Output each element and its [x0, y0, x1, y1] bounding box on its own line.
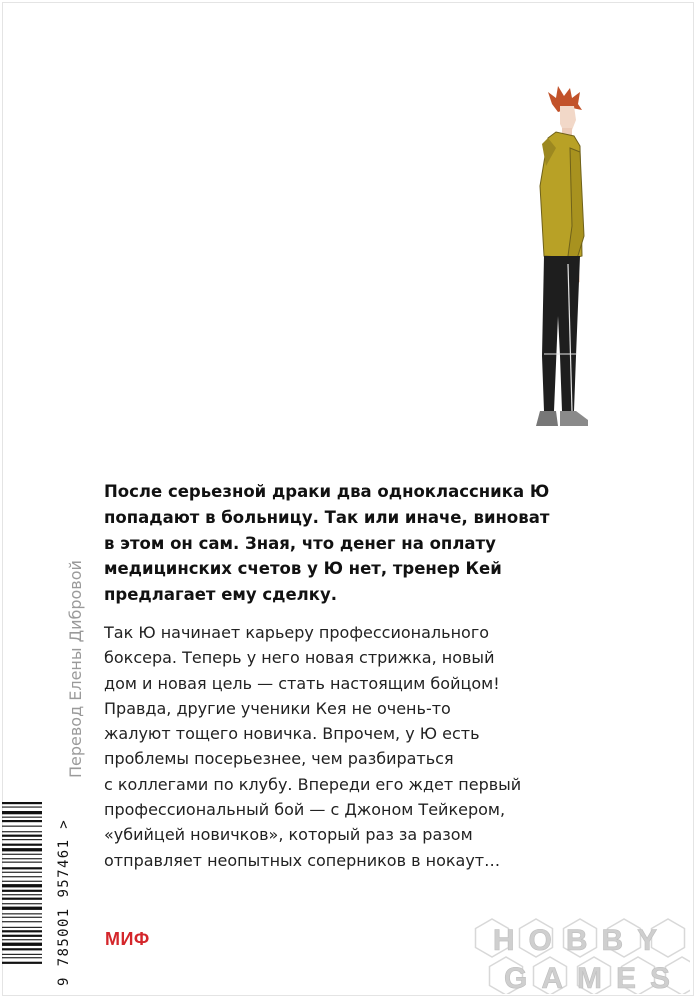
- blurb-lead-line: в этом он сам. Зная, что денег на оплату: [104, 533, 496, 553]
- barcode-bar: [2, 854, 42, 855]
- barcode-bar: [2, 921, 42, 922]
- blurb-body-line: отправляет неопытных соперников в нокаут…: [104, 850, 501, 870]
- barcode-bar: [2, 954, 42, 955]
- barcode-bar: [2, 939, 42, 940]
- barcode-bar: [2, 876, 42, 877]
- blurb-lead-line: попадают в больницу. Так или иначе, виноват: [104, 507, 550, 527]
- barcode-bar: [2, 817, 42, 818]
- barcode-bar: [2, 831, 42, 832]
- barcode-bar: [2, 881, 42, 882]
- barcode-bar: [2, 862, 42, 863]
- publisher-logo: МИФ: [105, 929, 150, 949]
- barcode-bar: [2, 884, 42, 887]
- barcode-bar: [2, 894, 42, 895]
- hobby-games-watermark: [470, 918, 690, 994]
- isbn-digits: 9 785001 957461 >: [56, 818, 72, 986]
- barcode-bar: [2, 957, 42, 958]
- barcode-bar: [2, 807, 42, 808]
- barcode-bar: [2, 867, 42, 869]
- blurb-body-line: профессиональный бой — с Джоном Тейкером,: [104, 800, 506, 820]
- watermark-line1: HOBBY: [492, 924, 672, 957]
- barcode-bar: [2, 930, 42, 932]
- blurb-body-line: Правда, другие ученики Кея не очень-то: [104, 698, 451, 718]
- barcode-bar: [2, 943, 42, 946]
- barcode-bar: [2, 811, 42, 814]
- blurb-body-line: боксера. Теперь у него новая стрижка, новый: [104, 648, 495, 668]
- watermark-line2: GAMES: [503, 962, 685, 994]
- character-illustration: [522, 86, 612, 431]
- barcode-bar: [2, 858, 42, 859]
- blurb-lead: [104, 479, 550, 608]
- translator-credit: Перевод Елены Дибровой: [66, 560, 85, 778]
- barcode-bar: [2, 903, 42, 904]
- blurb-body-line: «убийцей новичков», который раз за разом: [104, 825, 473, 845]
- barcode-bar: [2, 839, 42, 840]
- barcode-bar: [2, 935, 42, 937]
- blurb-lead-line: предлагает ему сделку.: [104, 585, 337, 605]
- isbn-barcode: [2, 800, 42, 990]
- blurb-lead-line: медицинских счетов у Ю нет, тренер Кей: [104, 559, 502, 579]
- barcode-bar: [2, 913, 42, 914]
- barcode-bar: [2, 890, 42, 892]
- barcode-bar: [2, 898, 42, 900]
- barcode-bar: [2, 820, 42, 822]
- blurb-body-line: с коллегами по клубу. Впереди его ждет первый: [104, 774, 522, 794]
- barcode-bar: [2, 872, 42, 873]
- blurb-body: [104, 620, 522, 873]
- barcode-bar: [2, 835, 42, 837]
- barcode-bar: [2, 917, 42, 918]
- blurb-body-line: проблемы посерьезнее, чем разбираться: [104, 749, 454, 769]
- barcode-bar: [2, 802, 42, 804]
- barcode-bar: [2, 907, 42, 910]
- barcode-bar: [2, 844, 42, 846]
- barcode-bar: [2, 948, 42, 950]
- back-cover-blurb: [104, 479, 550, 873]
- blurb-body-line: жалуют тощего новичка. Впрочем, у Ю есть: [104, 724, 480, 744]
- barcode-bar: [2, 927, 42, 928]
- blurb-body-line: Так Ю начинает карьеру профессионального: [104, 622, 490, 642]
- barcode-bar: [2, 826, 42, 827]
- blurb-body-line: дом и новая цель — стать настоящим бойцом!: [104, 673, 500, 693]
- blurb-lead-line: После серьезной драки два одноклассника Ю: [104, 482, 550, 501]
- barcode-bar: [2, 962, 42, 964]
- barcode-bar: [2, 848, 42, 851]
